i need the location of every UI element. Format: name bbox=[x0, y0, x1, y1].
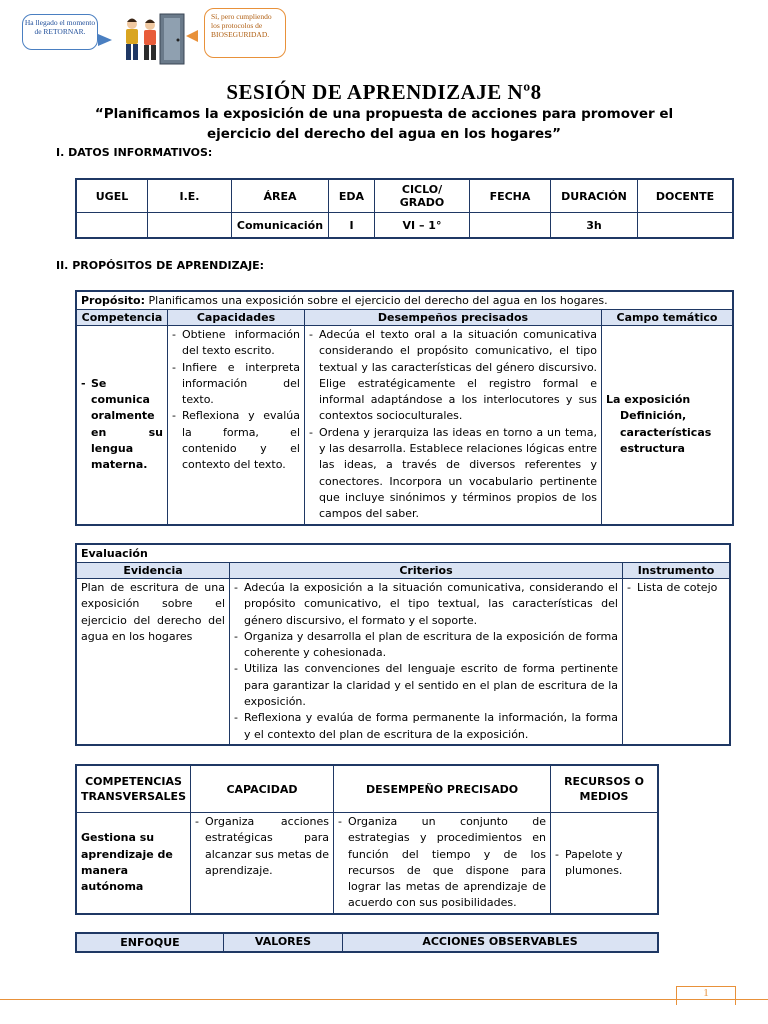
capacidad-item: - Reflexiona y evalúa la forma, el contenido y el contexto del texto. bbox=[172, 408, 300, 473]
transversal-competencia-cell: Gestiona su aprendizaje de manera autónoma bbox=[76, 813, 191, 914]
campo-tematico-cell bbox=[602, 326, 734, 525]
info-table bbox=[75, 178, 734, 239]
students-door-illustration bbox=[98, 12, 198, 67]
transversal-desempeno-cell bbox=[334, 813, 551, 914]
purpose-table bbox=[75, 290, 734, 526]
footer-line bbox=[0, 999, 768, 1000]
speech-bubble-left bbox=[22, 14, 98, 50]
purpose-row bbox=[76, 291, 733, 310]
campo-item: características bbox=[620, 425, 712, 439]
transversal-capacidad-cell bbox=[191, 813, 334, 914]
instrumento-cell bbox=[623, 579, 731, 745]
evidencia-cell: Plan de escritura de una exposición sobre el ejercicio del derecho del agua en los hogares bbox=[76, 579, 230, 745]
transversal-header-cell: RECURSOS O MEDIOS bbox=[551, 765, 659, 813]
evaluation-header-row bbox=[76, 563, 730, 579]
competencia-cell bbox=[76, 326, 168, 525]
info-table-header-row bbox=[76, 179, 733, 213]
enfoque-header-row bbox=[76, 933, 658, 952]
bubble-right-text: Sí, pero cumpliendo los protocolos de BIOSEGURIDAD. bbox=[211, 12, 272, 39]
info-cell-ie bbox=[148, 213, 232, 239]
bubble-left-text: Ha llegado el momento de RETORNAR. bbox=[24, 18, 96, 36]
purpose-header-cell: Campo temático bbox=[602, 310, 734, 326]
subtitle-line-1: “Planificamos la exposición de una propuesta de acciones para promover el bbox=[94, 106, 674, 122]
subtitle-line-2: ejercicio del derecho del agua en los hogares” bbox=[206, 126, 562, 142]
competencia-text: - Se comunica oralmente en su lengua materna. bbox=[81, 376, 163, 474]
purpose-header-row bbox=[76, 310, 733, 326]
purpose-header-cell: Capacidades bbox=[168, 310, 305, 326]
transversal-header-cell: COMPETENCIAS TRANSVERSALES bbox=[76, 765, 191, 813]
enfoque-header-cell: ACCIONES OBSERVABLES bbox=[343, 933, 659, 952]
info-cell-duracion: 3h bbox=[551, 213, 638, 239]
enfoque-header-cell: VALORES bbox=[224, 933, 343, 952]
capacidad-item: - Obtiene información del texto escrito. bbox=[172, 327, 300, 360]
evaluation-header-cell: Instrumento bbox=[623, 563, 731, 579]
capacidad-item: - Infiere e interpreta información del texto. bbox=[172, 360, 300, 409]
info-header-cell: I.E. bbox=[148, 179, 232, 213]
info-cell-ciclo: VI – 1° bbox=[375, 213, 470, 239]
info-cell-eda: I bbox=[329, 213, 375, 239]
speech-bubble-right bbox=[204, 8, 286, 58]
page-title: SESIÓN DE APRENDIZAJE Nº8 bbox=[226, 80, 542, 104]
evaluation-table bbox=[75, 543, 731, 746]
transversal-table bbox=[75, 764, 659, 915]
purpose-label: Propósito: bbox=[81, 294, 146, 307]
page-subtitle bbox=[60, 104, 708, 144]
info-header-cell: DURACIÓN bbox=[551, 179, 638, 213]
purpose-cell bbox=[76, 291, 733, 310]
transversal-recursos-text: - Papelote y plumones. bbox=[555, 847, 653, 880]
info-header-cell: ÁREA bbox=[232, 179, 329, 213]
transversal-header-cell: DESEMPEÑO PRECISADO bbox=[334, 765, 551, 813]
section-heading-datos: I. DATOS INFORMATIVOS: bbox=[56, 146, 213, 159]
desempeno-item: - Adecúa el texto oral a la situación comunicativa considerando el propósito comunicativo, el tipo textual y las características del género discursivo. Elige estratégicamente el registro formal e informal adaptándose a los interlocutores y sus contextos socioculturales. bbox=[309, 327, 597, 425]
purpose-text: Planificamos una exposición sobre el ejercicio del derecho del agua en los hogares. bbox=[148, 294, 608, 307]
info-header-cell: UGEL bbox=[76, 179, 148, 213]
transversal-desempeno-text: - Organiza un conjunto de estrategias y procedimientos en función del tiempo y de los recursos de que dispone para lograr las metas de aprendizaje de acuerdo con sus posibilidades. bbox=[338, 814, 546, 912]
criterio-item: - Adecúa la exposición a la situación comunicativa, considerando el propósito comunicativo, el tipo textual, las características del género discursivo, el formato y el soporte. bbox=[234, 580, 618, 629]
criterios-cell bbox=[230, 579, 623, 745]
criterio-item: - Reflexiona y evalúa de forma permanente la información, la forma y el contexto del plan de escritura de la exposición. bbox=[234, 710, 618, 743]
criterio-item: - Utiliza las convenciones del lenguaje escrito de forma pertinente para garantizar la claridad y el sentido en el plan de escritura de la exposición. bbox=[234, 661, 618, 710]
evaluation-header-cell: Criterios bbox=[230, 563, 623, 579]
purpose-content-row bbox=[76, 326, 733, 525]
campo-item: estructura bbox=[620, 442, 685, 456]
transversal-header-cell: CAPACIDAD bbox=[191, 765, 334, 813]
enfoque-table bbox=[75, 932, 659, 953]
campo-item: Definición, bbox=[620, 409, 687, 423]
info-header-cell: FECHA bbox=[470, 179, 551, 213]
transversal-recursos-cell bbox=[551, 813, 659, 914]
info-cell-fecha bbox=[470, 213, 551, 239]
info-cell-area: Comunicación bbox=[232, 213, 329, 239]
evaluation-header-cell: Evidencia bbox=[76, 563, 230, 579]
info-header-cell: EDA bbox=[329, 179, 375, 213]
section-heading-propositos: II. PROPÓSITOS DE APRENDIZAJE: bbox=[56, 259, 265, 272]
evaluation-content-row bbox=[76, 579, 730, 745]
purpose-header-cell: Competencia bbox=[76, 310, 168, 326]
page-number: 1 bbox=[676, 986, 736, 1005]
purpose-header-cell: Desempeños precisados bbox=[305, 310, 602, 326]
transversal-capacidad-text: - Organiza acciones estratégicas para alcanzar sus metas de aprendizaje. bbox=[195, 814, 329, 879]
desempeno-item: - Ordena y jerarquiza las ideas en torno a un tema, y las desarrolla. Establece relaciones lógicas entre las ideas, a través de diversos referentes y conectores. Incorpora un vocabulario pertinente que incluye sinónimos y términos propios de los campos del saber. bbox=[309, 425, 597, 523]
desempenos-cell bbox=[305, 326, 602, 525]
campo-item: La exposición bbox=[606, 393, 691, 407]
capacidades-cell bbox=[168, 326, 305, 525]
enfoque-header-cell: ENFOQUE bbox=[76, 933, 224, 952]
evaluation-label-row bbox=[76, 544, 730, 563]
instrumento-text: - Lista de cotejo bbox=[627, 580, 725, 596]
evaluation-label: Evaluación bbox=[76, 544, 730, 563]
info-table-data-row bbox=[76, 213, 733, 239]
info-cell-ugel bbox=[76, 213, 148, 239]
info-header-cell: DOCENTE bbox=[638, 179, 734, 213]
criterio-item: - Organiza y desarrolla el plan de escritura de la exposición de forma coherente y cohesionada. bbox=[234, 629, 618, 662]
transversal-header-row bbox=[76, 765, 658, 813]
info-cell-docente bbox=[638, 213, 734, 239]
transversal-content-row bbox=[76, 813, 658, 914]
info-header-cell: CICLO/ GRADO bbox=[375, 179, 470, 213]
